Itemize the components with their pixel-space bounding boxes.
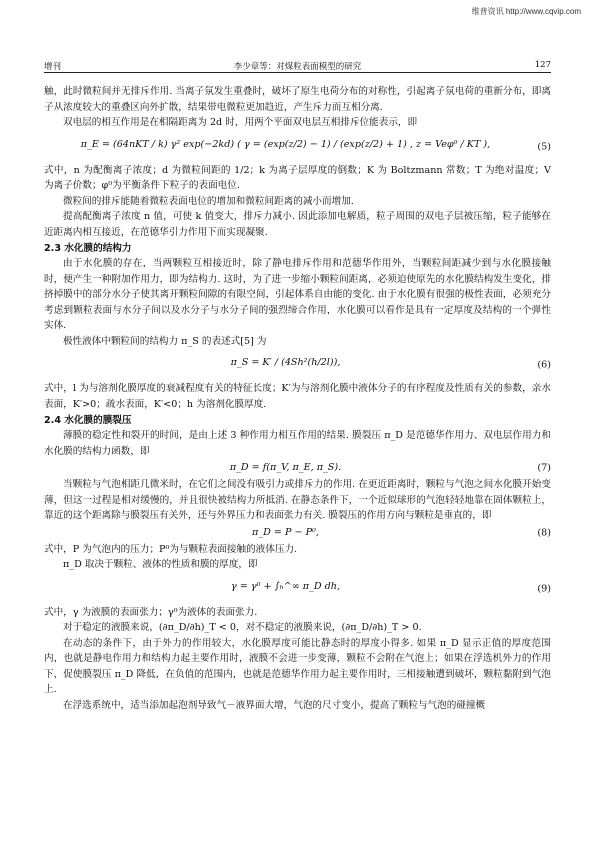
equation-number: (6) — [537, 359, 551, 371]
section-heading-2-3: 2.3 水化膜的结构力 — [44, 243, 132, 254]
paragraph: 极性液体中颗粒间的结构力 π_S 的表述式[5] 为 — [63, 335, 267, 347]
equation-number: (8) — [537, 526, 551, 538]
equation-7 — [44, 459, 551, 477]
equation-6 — [44, 349, 551, 381]
header-title: 李少章等：对煤粒表面模型的研究 — [233, 62, 362, 72]
equation-9 — [44, 573, 551, 605]
equation-body: π_D = f(π_V, π_E, π_S). — [229, 462, 342, 473]
paragraph: 由于水化膜的存在，当两颗粒互相接近时，除了静电排斥作用和范德华作用外，当颗粒间距减少到与水化膜接触时，便产生一种附加作用力，即为结构力. 这时，为了进一步缩小颗粒间距离，必须迫使原先的水化膜结构发生变化，排挤掉膜中的部分水分子使其离开颗粒间隙的有限空间，引起体系自由能的变化. 由于水化膜有很强的极性表面，必须充分考虑到颗粒表面与水分子间以及水分子与水分子间的强烈缔合作用，水化膜可以看作是具有一定厚度及结构的一个弹性实体. — [44, 258, 551, 331]
watermark: 维普资讯 http://www.cqvip.com — [471, 7, 581, 16]
paragraph: 式中，γ 为液膜的表面张力；γ⁰为液体的表面张力. — [44, 606, 258, 618]
paragraph: 薄膜的稳定性和裂开的时间，是由上述 3 种作用力相互作用的结果. 膜裂压 π_D 是范德华作用力、双电层作用力和水化膜的结构力函数，即 — [44, 430, 551, 457]
equation-8 — [44, 524, 551, 542]
equation-body: γ = γ⁰ + ∫ₕ^∞ π_D dh, — [230, 580, 341, 592]
paragraph: 双电层的相互作用是在相隔距离为 2d 时，用两个平面双电层互相排斥位能表示，即 — [63, 117, 418, 128]
paragraph: 在动态的条件下，由于外力的作用较大，水化膜厚度可能比静态时的厚度小得多. 如果 π_D 显示正值的厚度范围内，也就是静电作用力和结构力起主要作用时，液膜不会进一步变薄，颗粒不会附在气泡上；如果在浮选机外力的作用下，促使膜裂压 π_D 降低，在负值的范围内，也就是范德华作用力起主要作用时，三相接触遭到破坏，颗粒黏附到气泡上. — [44, 637, 551, 695]
paragraph: 当颗粒与气泡相距几微米时，在它们之间没有吸引力或排斥力的作用. 在更近距离时，颗粒与气泡之间水化膜开始变薄，但这一过程是相对缓慢的，并且很快被结构力所抵消. 在静态条件下，一个近似球形的气泡轻轻地靠在固体颗粒上，靠近的这个距离除与膜裂压有关外，还与外界压力和表面张力有关. 膜裂压的作用方向与颗粒是垂直的，即 — [44, 479, 551, 521]
paragraph: 式中，l 为与溶剂化膜厚度的衰减程度有关的特征长度；K′为与溶剂化膜中液体分子的有序程度及性质有关的参数，亲水表面，K′>0；疏水表面，K′<0；h 为溶剂化膜厚度. — [44, 383, 551, 410]
equation-body: π_D = P − P⁰, — [252, 526, 319, 538]
equation-body: π_S = K′ / (4Sh²(h/2l)), — [230, 357, 341, 368]
page-number: 127 — [534, 60, 551, 70]
paragraph: 触，此时微粒间并无排斥作用. 当离子氛发生重叠时，破坏了原生电荷分布的对称性，引起离子氛电荷的重新分布，即离子从浓度较大的重叠区向外扩散，结果带电微粒更加趋近，产生斥力而互相分离. — [44, 86, 551, 113]
paragraph: 对于稳定的液膜来说，(∂π_D/∂h)_T < 0，对不稳定的液膜来说，(∂π_D/∂h)_T > 0. — [63, 622, 422, 633]
paragraph: 式中，P 为气泡内的压力；P⁰为与颗粒表面接触的液体压力. — [44, 543, 298, 555]
article-body — [44, 84, 551, 713]
paragraph: 微粒间的排斥能随着微粒表面电位的增加和微粒间距离的减小而增加. — [63, 195, 354, 207]
equation-body: π_E = (64nKT / k) γ² exp(−2kd) ( γ = (exp(z/2) − 1) / (exp(z/2) + 1) , z = Veφ⁰ / KT ), — [80, 138, 491, 150]
paragraph: 提高配衡离子浓度 n 值，可使 k 值变大，排斥力减小. 因此添加电解质，粒子周围的双电子层被压缩，粒子能够在近距离内相互接近，在范德华引力作用下而实现凝聚. — [44, 211, 551, 238]
paragraph: 在浮选系统中，适当添加起泡剂导致气－液界面大增，气泡的尺寸变小，提高了颗粒与气泡的碰撞概 — [63, 699, 486, 711]
header-journal-issue: 增刊 — [44, 62, 62, 72]
equation-5 — [44, 131, 551, 163]
paragraph: 式中，n 为配衡离子浓度；d 为微粒间距的 1/2；k 为离子层厚度的倒数；K 为 Boltzmann 常数；T 为绝对温度；V 为离子价数；φ⁰为平衡条件下粒子的表面电位. — [44, 164, 551, 191]
equation-number: (5) — [537, 140, 551, 152]
equation-number: (7) — [537, 462, 551, 474]
equation-number: (9) — [537, 582, 551, 594]
paragraph: π_D 取决于颗粒、液体的性质和膜的厚度，即 — [63, 559, 258, 570]
running-header — [44, 60, 551, 73]
section-heading-2-4: 2.4 水化膜的膜裂压 — [44, 415, 132, 426]
